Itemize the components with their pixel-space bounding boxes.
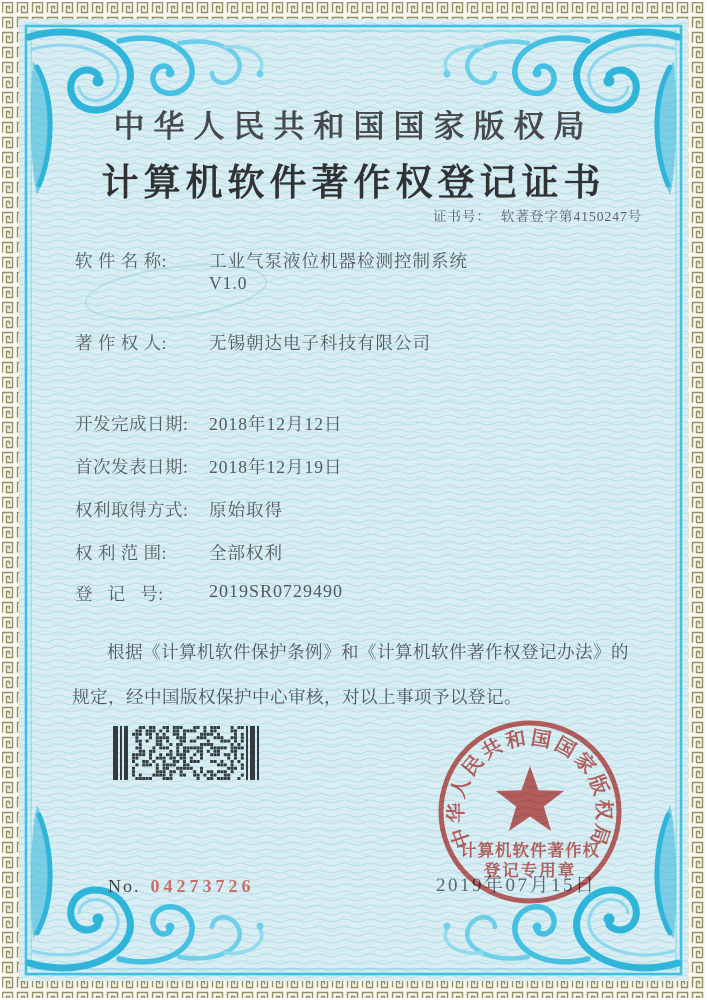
field-label: 权利取得方式: [75,500,189,520]
field-registration-number [75,581,343,606]
registration-number: 2019SR0729490 [209,581,344,601]
software-name: 工业气泵液位机器检测控制系统 [209,251,468,271]
field-label: 著 作 权 人: [75,333,167,353]
meander-border-bottom [2,981,705,998]
field-value: 2018年12月19日 [209,457,343,477]
seal-date: 2019年07月15日 [436,875,597,896]
authority-title: 中华人民共和国国家版权局 [113,109,594,144]
field-value: 原始取得 [209,500,283,520]
field-value: 全部权利 [209,543,283,563]
field-copyright-owner [75,330,431,355]
field-value: 无锡朝达电子科技有限公司 [209,333,431,353]
certificate-number-label: 证书号： [433,209,491,224]
star-icon [496,766,564,831]
certificate-number-line [433,205,642,225]
field-label: 开发完成日期: [75,414,189,434]
seal-inner-line2: 登记专用章 [483,861,577,880]
serial-number-line [108,876,255,897]
field-rights-scope [75,540,283,565]
field-label: 首次发表日期: [75,457,189,477]
statement-line2: 规定，经中国版权保护中心审核，对以上事项予以登记。 [72,687,522,707]
field-value [209,248,468,294]
field-label: 登 记 号: [75,584,164,604]
certificate-number-value: 软著登字第4150247号 [501,209,643,224]
field-label: 软 件 名 称: [75,251,167,271]
serial-number-value: 04273726 [150,876,255,896]
field-rights-acquisition [75,497,283,522]
barcode [113,726,265,780]
field-label: 权 利 范 围: [75,543,167,563]
official-seal [418,702,642,918]
field-software-name [75,248,468,294]
field-first-publish-date [75,454,343,479]
software-version: V1.0 [209,273,248,293]
seal-inner-line1: 计算机软件著作权 [460,841,600,860]
statement-line1: 根据《计算机软件保护条例》和《计算机软件著作权登记办法》的 [107,642,629,662]
field-value: 2018年12月12日 [209,414,343,434]
seal-ring-text: 中华人民共和国国家版权局 [445,727,615,851]
certificate-title: 计算机软件著作权登记证书 [101,163,606,204]
meander-border-top [2,2,705,19]
serial-number-label: No. [108,876,141,896]
field-dev-complete-date [75,411,343,436]
